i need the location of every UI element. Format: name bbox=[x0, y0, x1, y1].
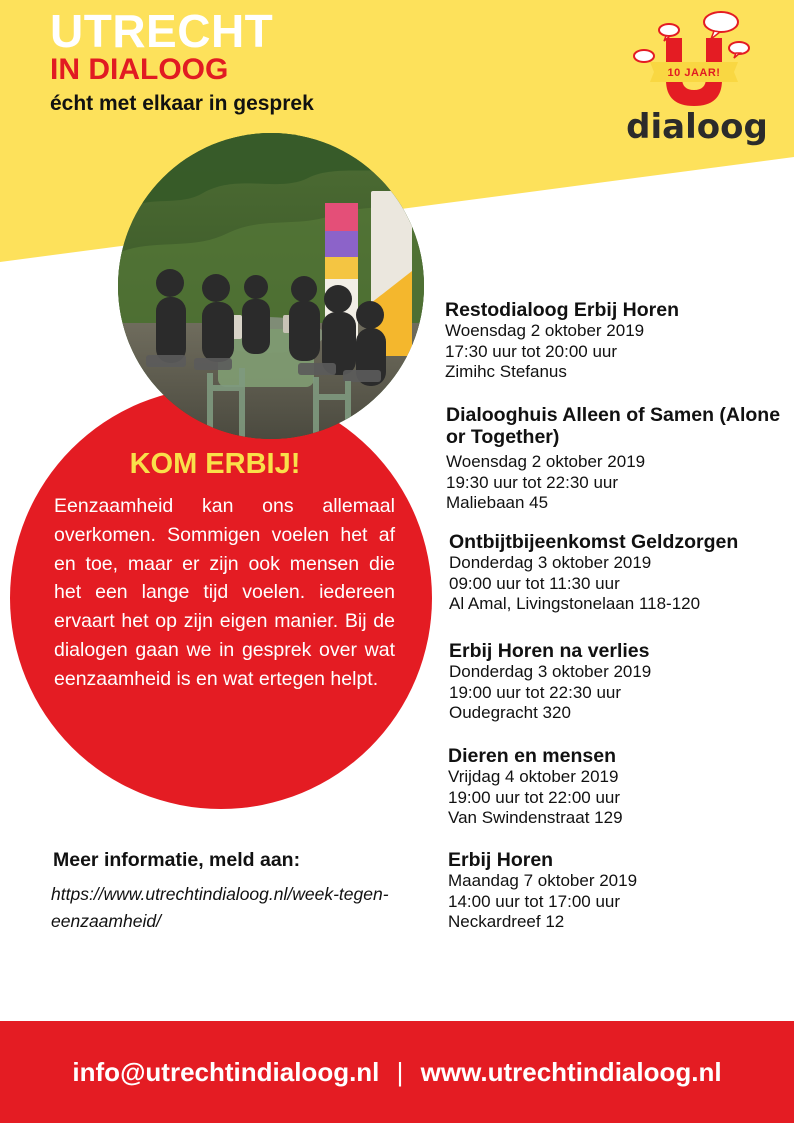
event-title: Dialooghuis Alleen of Samen (Alone or Together) bbox=[446, 404, 781, 448]
event-title: Restodialoog Erbij Horen bbox=[445, 299, 680, 321]
brand-title: UTRECHT bbox=[50, 5, 274, 57]
event-date: Vrijdag 4 oktober 2019 bbox=[448, 767, 619, 786]
event-location: Maliebaan 45 bbox=[446, 493, 549, 512]
event-time: 19:30 uur tot 22:30 uur bbox=[446, 472, 619, 492]
logo-word: dialoog bbox=[626, 107, 768, 147]
event-time: 09:00 uur tot 11:30 uur bbox=[449, 573, 620, 593]
event-location: Zimihc Stefanus bbox=[445, 362, 567, 381]
event-dialooghuis bbox=[446, 404, 786, 514]
event-ontbijtbijeenkomst bbox=[449, 531, 789, 615]
more-info-url[interactable]: https://www.utrechtindialoog.nl/week-tegen-eenzaamheid/ bbox=[51, 884, 389, 931]
invite-body: Eenzaamheid kan ons allemaal overkomen. Sommigen voelen het af en toe, maar er zijn ook mensen die het een lange tijd voelen. iedereen ervaart het op zijn eigen manier. Bij de dialogen gaan we in gesprek over wat eenzaamheid is en wat ertegen helpt. bbox=[54, 495, 395, 690]
event-date: Donderdag 3 oktober 2019 bbox=[449, 553, 652, 572]
event-time: 19:00 uur tot 22:00 uur bbox=[448, 787, 621, 807]
event-restodialoog bbox=[445, 299, 785, 383]
event-title: Dieren en mensen bbox=[448, 745, 616, 767]
footer-email[interactable]: info@utrechtindialoog.nl bbox=[72, 1057, 380, 1087]
event-location: Van Swindenstraat 129 bbox=[448, 808, 623, 827]
event-date: Donderdag 3 oktober 2019 bbox=[449, 662, 652, 681]
brand-block bbox=[50, 5, 314, 116]
event-time: 17:30 uur tot 20:00 uur bbox=[445, 341, 618, 361]
footer-separator: | bbox=[396, 1057, 404, 1087]
event-date: Maandag 7 oktober 2019 bbox=[448, 871, 638, 890]
event-erbij-horen bbox=[448, 849, 788, 933]
event-dieren-en-mensen bbox=[448, 745, 788, 829]
group-conversation-photo bbox=[118, 133, 424, 439]
more-info-title: Meer informatie, meld aan: bbox=[53, 849, 301, 871]
brand-subtitle: IN DIALOOG bbox=[50, 53, 229, 86]
dialoog-logo-icon bbox=[624, 8, 774, 153]
event-title: Ontbijtbijeenkomst Geldzorgen bbox=[449, 531, 739, 553]
footer-website[interactable]: www.utrechtindialoog.nl bbox=[420, 1057, 722, 1087]
footer-bar bbox=[0, 1021, 794, 1123]
event-erbij-horen-na-verlies bbox=[449, 640, 789, 724]
event-location: Oudegracht 320 bbox=[449, 703, 571, 722]
event-title: Erbij Horen bbox=[448, 849, 554, 871]
event-date: Woensdag 2 oktober 2019 bbox=[446, 452, 646, 471]
logo-ribbon: 10 JAAR! bbox=[667, 67, 721, 79]
invite-heading: KOM ERBIJ! bbox=[129, 448, 301, 480]
event-time: 19:00 uur tot 22:30 uur bbox=[449, 682, 622, 702]
brand-tagline: écht met elkaar in gesprek bbox=[50, 92, 314, 115]
event-time: 14:00 uur tot 17:00 uur bbox=[448, 891, 621, 911]
footer-contact bbox=[0, 1057, 794, 1088]
event-location: Al Amal, Livingstonelaan 118-120 bbox=[449, 594, 701, 613]
event-date: Woensdag 2 oktober 2019 bbox=[445, 321, 645, 340]
event-title: Erbij Horen na verlies bbox=[449, 640, 650, 662]
event-location: Neckardreef 12 bbox=[448, 912, 565, 931]
